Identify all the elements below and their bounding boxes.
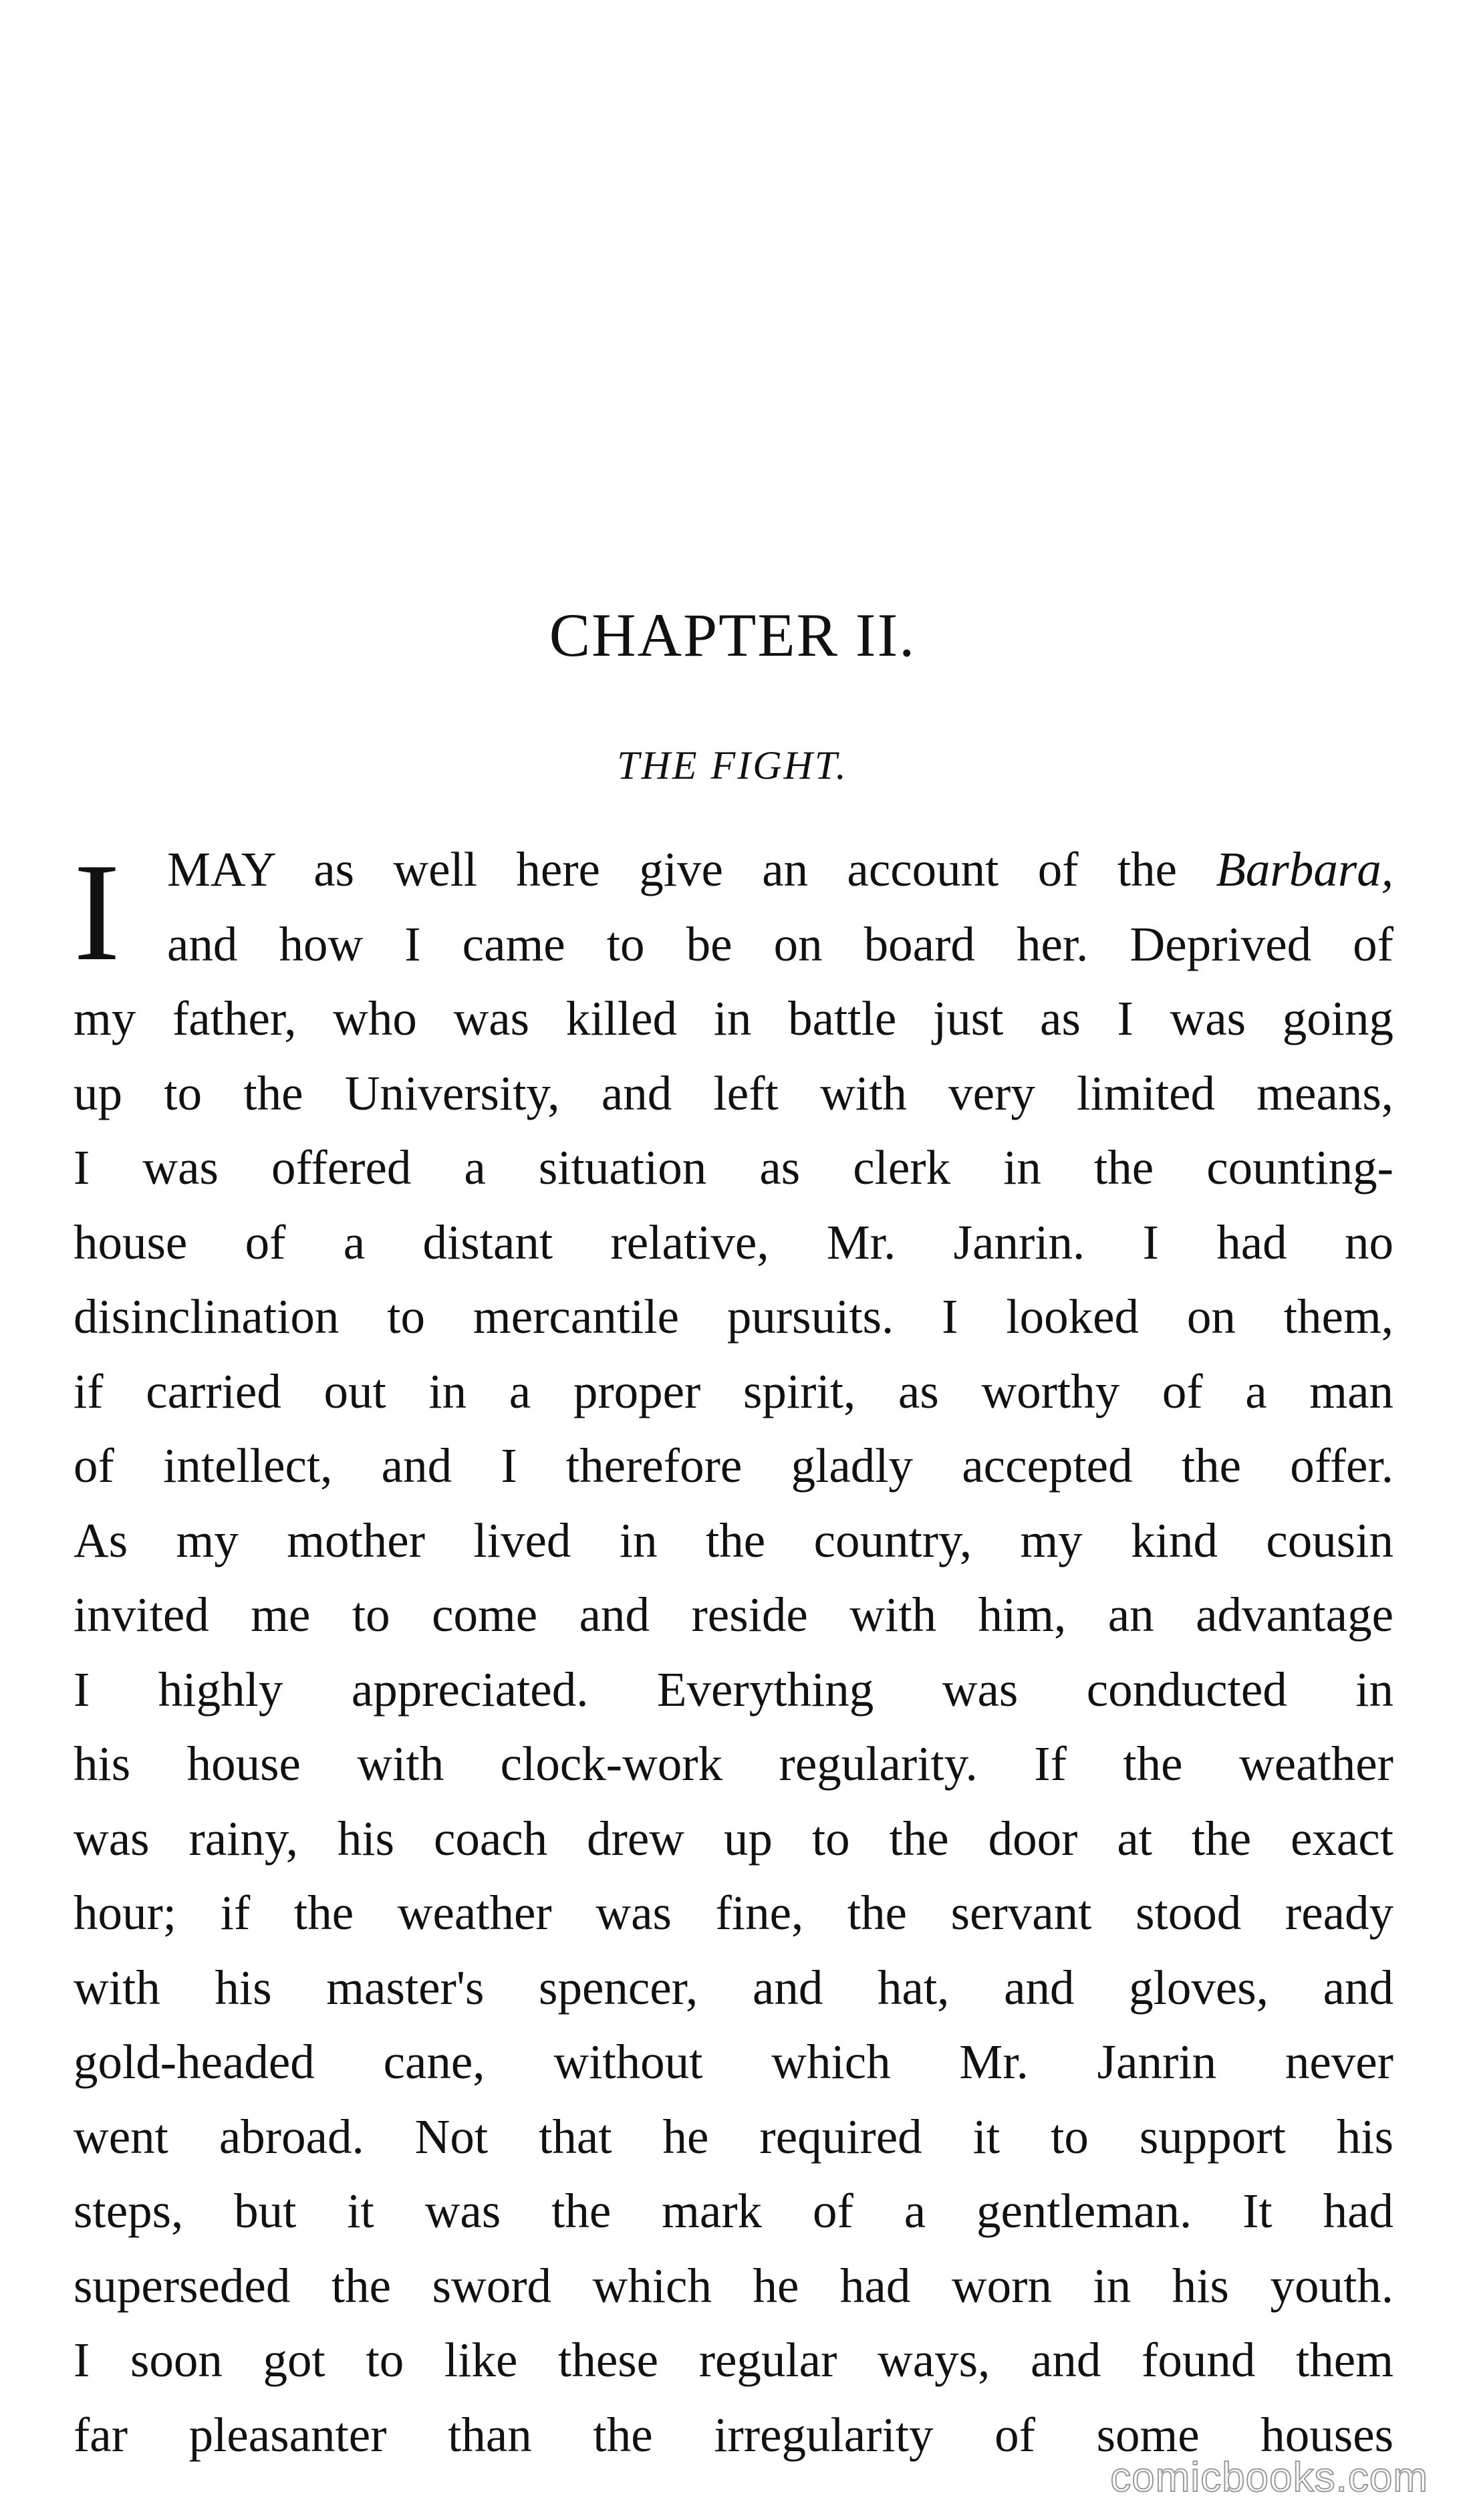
text-line-8: if carried out in a proper spirit, as worthy of a man bbox=[74, 1364, 1393, 1418]
text-line-21: I soon got to like these regular ways, and found them bbox=[74, 2333, 1393, 2387]
text-line-7: disinclination to mercantile pursuits. I looked on them, bbox=[74, 1289, 1393, 1344]
text-line-17: gold-headed cane, without which Mr. Janrin never bbox=[74, 2035, 1393, 2089]
text-line-6: house of a distant relative, Mr. Janrin. I had no bbox=[74, 1215, 1393, 1269]
text-line-1 bbox=[74, 832, 1393, 907]
text-line-20: superseded the sword which he had worn in his youth. bbox=[74, 2258, 1393, 2313]
chapter-title: CHAPTER II. bbox=[549, 601, 916, 669]
chapter-subtitle: THE FIGHT. bbox=[617, 743, 848, 787]
text-line-10: As my mother lived in the country, my kind cousin bbox=[74, 1513, 1393, 1567]
text-line-1-roman: MAY as well here give an account of the bbox=[167, 842, 1216, 896]
text-line-18: went abroad. Not that he required it to support his bbox=[74, 2109, 1393, 2164]
watermark: comicbooks.com bbox=[1110, 2454, 1428, 2501]
text-line-9: of intellect, and I therefore gladly accepted the offer. bbox=[74, 1438, 1393, 1493]
text-line-14: was rainy, his coach drew up to the door at the exact bbox=[74, 1811, 1393, 1866]
text-line-12: I highly appreciated. Everything was conducted in bbox=[74, 1662, 1393, 1717]
text-line-13: his house with clock-work regularity. If the weather bbox=[74, 1737, 1393, 1791]
text-line-11: invited me to come and reside with him, an advantage bbox=[74, 1588, 1393, 1642]
text-line-19: steps, but it was the mark of a gentleman. It had bbox=[74, 2184, 1393, 2238]
text-line-2: and how I came to be on board her. Deprived of bbox=[167, 916, 1393, 971]
body-text bbox=[74, 832, 1393, 2472]
text-line-5: I was offered a situation as clerk in the counting- bbox=[74, 1140, 1393, 1194]
text-line-22: far pleasanter than the irregularity of some houses bbox=[74, 2407, 1393, 2462]
drop-cap: I bbox=[74, 835, 120, 990]
text-line-15: hour; if the weather was fine, the servant stood ready bbox=[74, 1886, 1393, 1940]
text-line-3: my father, who was killed in battle just as I was going bbox=[74, 991, 1393, 1045]
text-line-4: up to the University, and left with very limited means, bbox=[74, 1065, 1393, 1120]
text-line-16: with his master's spencer, and hat, and gloves, and bbox=[74, 1960, 1393, 2015]
ship-name: Barbara, bbox=[1216, 842, 1393, 896]
